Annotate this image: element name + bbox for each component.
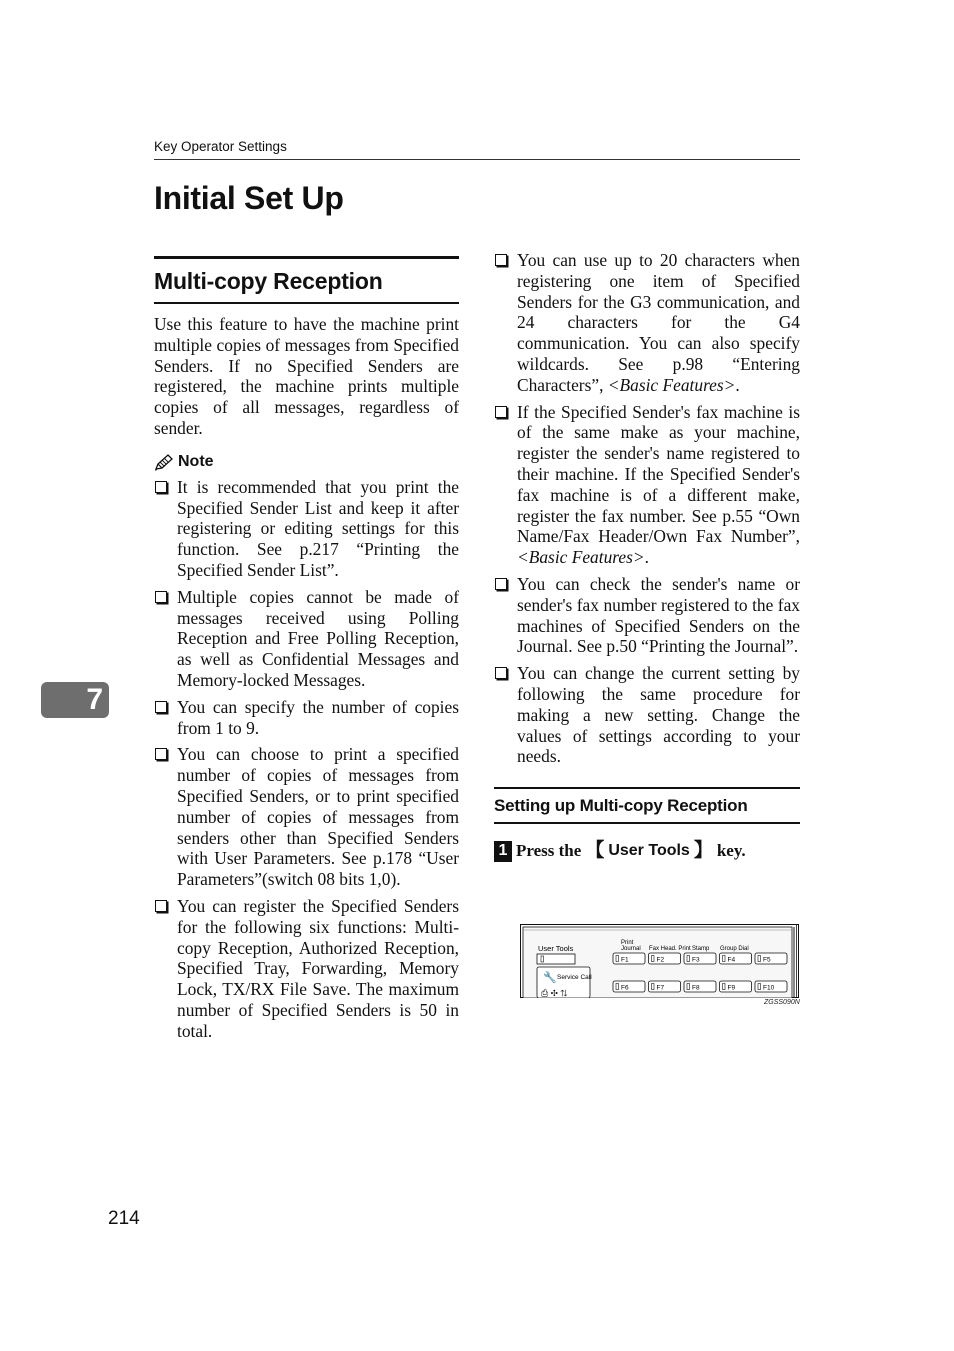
step-1 (494, 841, 800, 862)
function-key-label: F10 (763, 984, 775, 992)
print-journal-label-bottom: Journal (621, 946, 641, 952)
list-item (154, 697, 459, 739)
intro-paragraph: Use this feature to have the machine print multiple copies of messages from Specified Senders. If no Specified Senders are registered, the machine prints multiple copies of all messages, regardless of sender. (154, 314, 459, 438)
list-item (154, 477, 459, 581)
list-item (154, 896, 459, 1042)
function-key-label: F1 (621, 956, 629, 964)
checkbox-bullet-icon (155, 748, 167, 760)
list-item (154, 587, 459, 691)
status-icons: ⎙ ✣ ⇅ (541, 988, 568, 998)
note-text: You can register the Specified Senders for the following six functions: Multi-copy Reception, Authorized Reception, Specified Tray, Forwarding, Memory Lock, TX/RX File Save. The maximum number of Specified Senders is 50 in total. (177, 895, 459, 1041)
function-key-label: F4 (727, 956, 736, 964)
user-tools-key (537, 954, 575, 964)
step-prefix: Press the (516, 841, 582, 861)
note-heading (154, 453, 459, 473)
function-key-f9 (720, 981, 752, 992)
note-text: It is recommended that you print the Specified Sender List and keep it after registering or editing settings for this function. See p.217 “Printing the Specified Sender List”. (177, 476, 459, 580)
stamp-label: Stamp (692, 946, 710, 952)
list-item (494, 574, 800, 657)
function-key-label: F9 (727, 984, 736, 992)
illustration-code: ZGSS090N (764, 999, 800, 1006)
checkbox-bullet-icon (155, 900, 167, 912)
control-panel-illustration (520, 924, 799, 998)
print-journal-label-top: Print (621, 940, 634, 946)
service-call-label: Service Call (557, 974, 592, 981)
list-item (494, 250, 800, 396)
section-heading: Multi-copy Reception (154, 256, 459, 304)
note-text: You can choose to print a specified number of copies of messages from Specified Senders, or to print specified number of copies of messages from senders other than Specified Senders with User Parameters. See p.178 “User Parameters”(switch 08 bits 1,0). (177, 744, 459, 890)
page-number: 214 (108, 1208, 140, 1229)
note-end: . (735, 374, 740, 395)
checkbox-bullet-icon (495, 406, 507, 418)
checkbox-bullet-icon (155, 481, 167, 493)
note-text: You can specify the number of copies from 1 to 9. (177, 696, 459, 738)
manual-reference: <Basic Features> (517, 547, 645, 568)
key-bracket-close: 】 (693, 840, 713, 862)
right-column (494, 250, 800, 862)
note-text: You can check the sender's name or sender's fax number registered to the fax machines of Specified Senders on the Journal. See p.50 “Printing the Journal”. (517, 573, 800, 657)
note-list-left (154, 477, 459, 1042)
user-tools-label: User Tools (538, 944, 574, 953)
pencil-icon (154, 454, 174, 472)
list-item (154, 744, 459, 890)
checkbox-bullet-icon (495, 667, 507, 679)
step-suffix: key. (716, 841, 746, 861)
step-number-badge: 1 (494, 841, 512, 862)
checkbox-bullet-icon (495, 254, 507, 266)
checkbox-bullet-icon (495, 578, 507, 590)
running-header (154, 139, 800, 160)
checkbox-bullet-icon (155, 701, 167, 713)
page-title: Initial Set Up (154, 180, 344, 216)
function-key-label: F7 (656, 984, 665, 992)
note-end: . (644, 547, 649, 568)
function-key-f3 (684, 953, 716, 964)
list-item (494, 402, 800, 568)
function-key-f8 (684, 981, 716, 992)
note-list-right (494, 250, 800, 767)
function-key-f6 (613, 981, 645, 992)
fax-head-print-label: Fax Head. Print (649, 946, 691, 952)
function-key-f5 (755, 953, 787, 964)
function-key-label: F5 (763, 956, 771, 964)
function-key-f1 (613, 953, 645, 964)
key-bracket-open: 【 (585, 840, 605, 862)
group-dial-label: Group Dial (720, 946, 749, 952)
function-key-label: F3 (692, 956, 700, 964)
function-key-label: F2 (656, 956, 665, 964)
function-key-f2 (649, 953, 681, 964)
note-text: If the Specified Sender's fax machine is of the same make as your machine, register the sender's name registered to their machine. If the Specified Sender's fax machine is of a different make, register the fax number. See p.55 “Own Name/Fax Header/Own Fax Number”, (517, 401, 800, 547)
wrench-icon: 🔧 (543, 972, 557, 984)
function-key-label: F6 (621, 984, 629, 992)
subsection-heading: Setting up Multi-copy Reception (494, 787, 800, 824)
note-label: Note (178, 453, 214, 471)
manual-reference: <Basic Features> (607, 374, 736, 395)
note-text: You can use up to 20 characters when registering one item of Specified Senders for the G3 communication, and 24 characters for the G4 communication. You can also specify wildcards. See p.98 “Entering Characters”, (517, 250, 800, 395)
list-item (494, 663, 800, 767)
header-section-label: Key Operator Settings (154, 139, 287, 154)
checkbox-bullet-icon (155, 591, 167, 603)
note-text: Multiple copies cannot be made of messages received using Polling Reception and Free Polling Reception, as well as Confidential Messages and Memory-locked Messages. (177, 586, 459, 690)
function-key-f10 (755, 981, 787, 992)
note-text: You can change the current setting by following the same procedure for making a new setting. Change the values of settings according to your needs. (517, 663, 800, 767)
function-key-label: F8 (692, 984, 700, 992)
function-key-f4 (720, 953, 752, 964)
function-key-f7 (649, 981, 681, 992)
key-name: User Tools (608, 842, 690, 860)
left-column (154, 256, 459, 1048)
chapter-tab: 7 (41, 682, 109, 718)
